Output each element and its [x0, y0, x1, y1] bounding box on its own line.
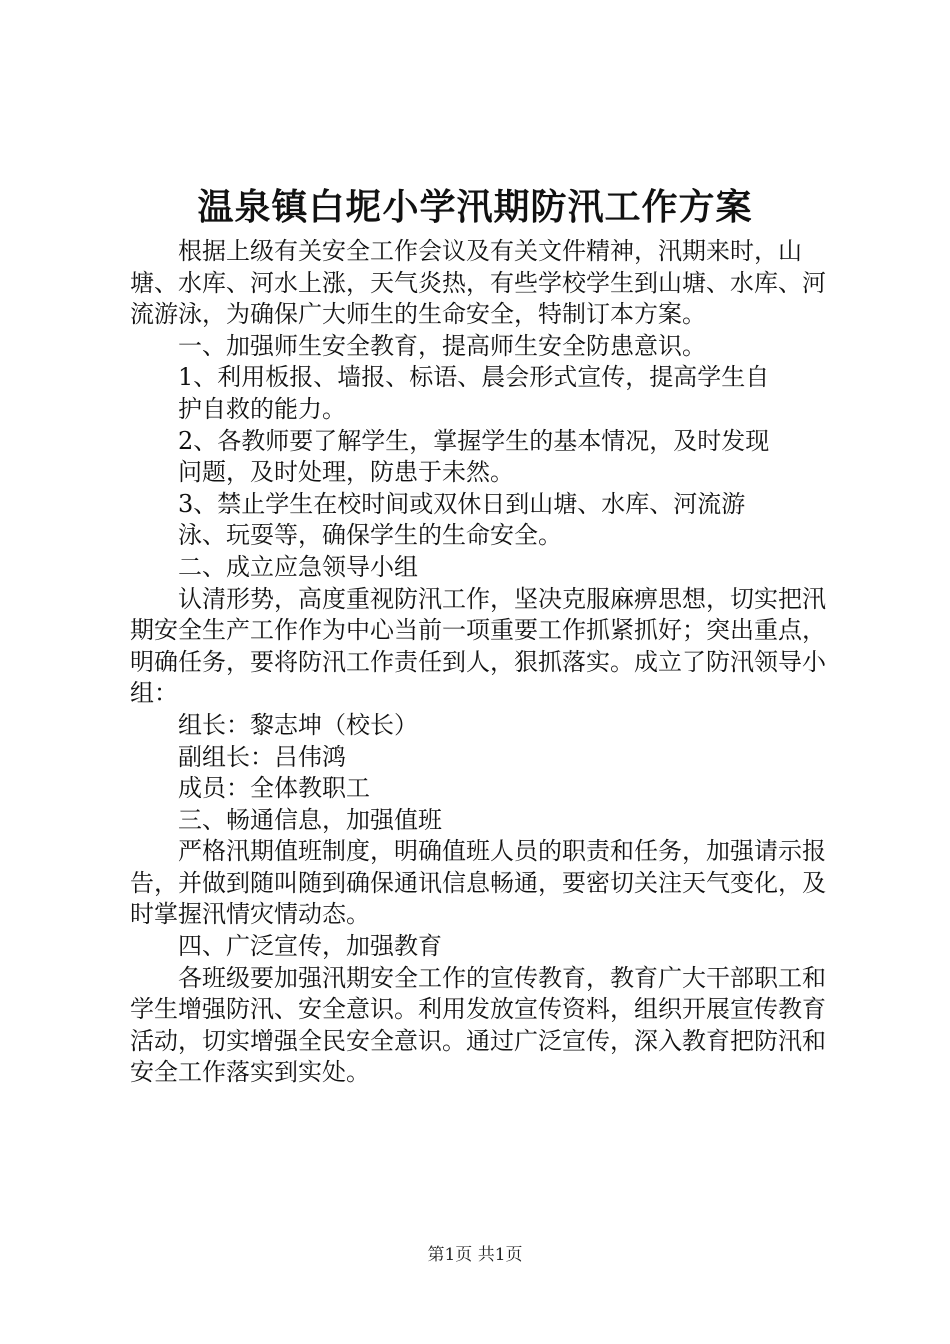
page-footer: 第1页 共1页	[427, 1245, 523, 1265]
section-3-heading: 三、畅通信息，加强值班	[178, 805, 442, 834]
section-3-body: 严格汛期值班制度，明确值班人员的职责和任务，加强请示报告，并做到随叫随到确保通讯信息畅通，要密切关注天气变化，及时掌握汛情灾情动态。	[130, 837, 826, 929]
members-line: 成员：全体教职工	[178, 774, 370, 803]
section-2-heading: 二、成立应急领导小组	[178, 552, 418, 581]
section-4-heading: 四、广泛宣传，加强教育	[178, 932, 442, 961]
section-2-body: 认清形势，高度重视防汛工作，坚决克服麻痹思想，切实把汛期安全生产工作作为中心当前一项重要工作抓紧抓好；突出重点，明确任务，要将防汛工作责任到人，狠抓落实。成立了防汛领导小组：	[130, 584, 826, 708]
section-4-body: 各班级要加强汛期安全工作的宣传教育，教育广大干部职工和学生增强防汛、安全意识。利用发放宣传资料，组织开展宣传教育活动，切实增强全民安全意识。通过广泛宣传，深入教育把防汛和安全工作落实到实处。	[130, 963, 826, 1087]
section-1-item-2: 2、各教师要了解学生，掌握学生的基本情况，及时发现问题，及时处理，防患于未然。	[178, 426, 770, 487]
vice-leader-line: 副组长：吕伟鸿	[178, 742, 346, 771]
section-1-item-1: 1、利用板报、墙报、标语、晨会形式宣传，提高学生自护自救的能力。	[178, 363, 770, 423]
section-1-item-3: 3、禁止学生在校时间或双休日到山塘、水库、河流游泳、玩耍等，确保学生的生命安全。	[178, 489, 746, 550]
leader-line: 组长：黎志坤（校长）	[178, 710, 418, 739]
section-1-heading: 一、加强师生安全教育，提高师生安全防患意识。	[178, 331, 706, 360]
document-body	[130, 236, 830, 1089]
intro-paragraph: 根据上级有关安全工作会议及有关文件精神，汛期来时，山塘、水库、河水上涨，天气炎热，有些学校学生到山塘、水库、河流游泳，为确保广大师生的生命安全，特制订本方案。	[130, 237, 826, 329]
document-title: 温泉镇白坭小学汛期防汛工作方案	[197, 186, 753, 228]
